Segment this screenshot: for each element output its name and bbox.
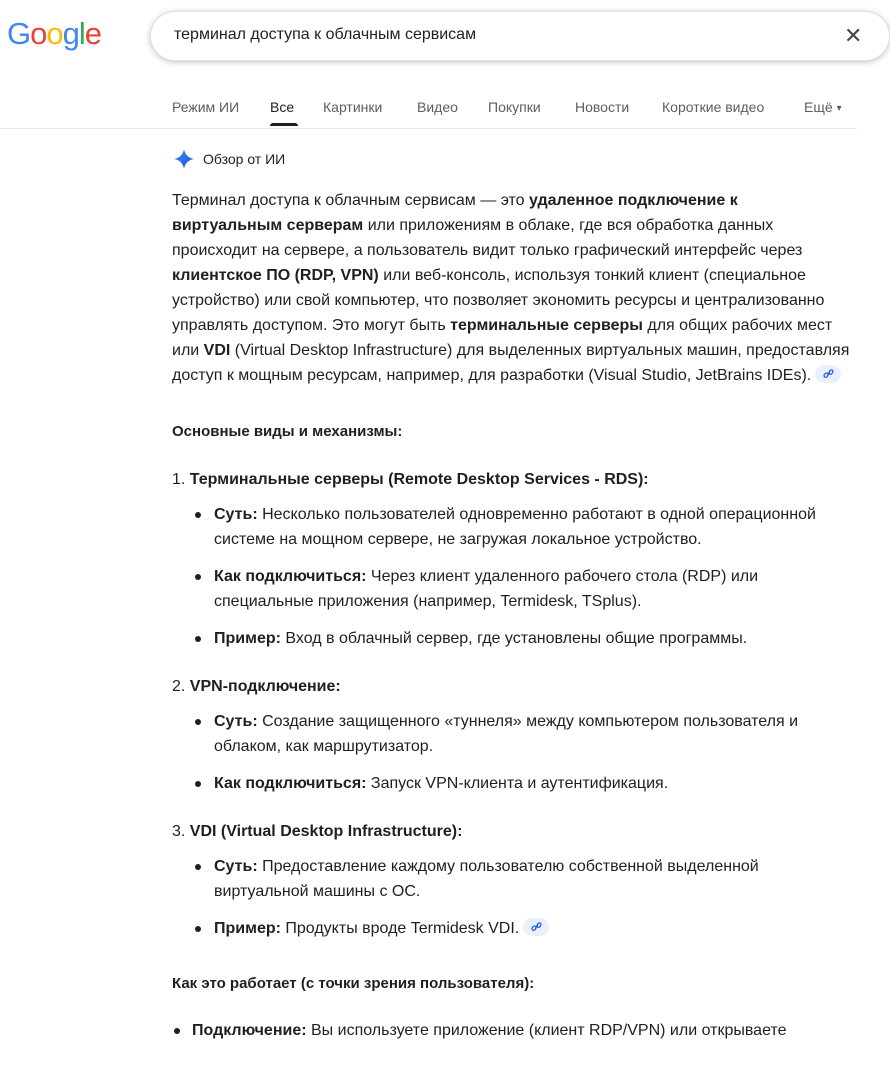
item-number: 3. (172, 823, 186, 840)
bullet-label: Подключение: (192, 1022, 307, 1039)
ai-overview-header (173, 148, 285, 170)
item-number: 1. (172, 471, 186, 488)
section-heading: Как это работает (с точки зрения пользователя): (172, 975, 535, 992)
bullet-list (172, 502, 852, 651)
tab-shopping[interactable]: Покупки (488, 99, 541, 115)
search-input[interactable]: терминал доступа к облачным сервисам (174, 26, 477, 43)
bullet-text: Несколько пользователей одновременно работают в одной операционной системе на мощном сервере, не загружая локальное устройство. (214, 506, 816, 548)
tab-more-label: Ещё (804, 99, 833, 115)
item-number: 2. (172, 678, 186, 695)
logo-letter: g (62, 16, 79, 51)
list-item (172, 502, 852, 552)
list-item (172, 854, 852, 904)
intro-text: Терминал доступа к облачным сервисам — это (172, 192, 529, 209)
intro-text: или приложениям в облаке, где вся обработка данных происходит на сервере, а пользователь видит только графический интерфейс через (172, 217, 803, 259)
tab-more[interactable] (804, 99, 842, 115)
bullet-text: Запуск VPN-клиента и аутентификация. (366, 775, 669, 792)
intro-bold: VDI (203, 342, 231, 359)
logo-letter: l (78, 16, 85, 51)
search-tabs (0, 86, 857, 129)
close-icon[interactable]: ✕ (844, 23, 863, 48)
bullet-label: Пример: (214, 630, 281, 647)
tab-news[interactable]: Новости (575, 99, 630, 115)
bullet-label: Суть: (214, 713, 258, 730)
chevron-down-icon: ▾ (836, 103, 842, 114)
bullet-list (172, 854, 852, 941)
ai-overview-title: Обзор от ИИ (203, 151, 286, 167)
intro-bold: удаленное подключение к виртуальным серверам (172, 192, 738, 234)
list-item (172, 819, 852, 844)
search-box[interactable] (150, 11, 890, 61)
bullet-text: Продукты вроде Termidesk VDI. (280, 920, 520, 937)
tab-short-videos[interactable]: Короткие видео (662, 99, 765, 115)
list-item (172, 709, 852, 759)
list-item (172, 467, 852, 492)
intro-paragraph (172, 188, 852, 388)
bullet-text: Вход в облачный сервер, где установлены общие программы. (280, 630, 748, 647)
bullet-label: Пример: (214, 920, 281, 937)
logo-letter: o (30, 16, 47, 51)
item-title: Терминальные серверы (Remote Desktop Services - RDS): (189, 471, 649, 488)
intro-bold: терминальные серверы (450, 317, 643, 334)
bullet-text: Предоставление каждому пользователю собственной выделенной виртуальной машины с ОС. (214, 858, 759, 900)
bullet-text: Вы используете приложение (клиент RDP/VPN) или открываете (306, 1022, 787, 1039)
bullet-list (172, 709, 852, 796)
logo-letter: G (7, 16, 31, 51)
intro-text: или веб-консоль, используя тонкий клиент (специальное устройство) или свой компьютер, что позволяет экономить ресурсы и централизованно управлять доступом. Это могут быть (172, 267, 825, 334)
list-item (172, 626, 852, 651)
bullet-text: Создание защищенного «туннеля» между компьютером пользователя и облаком, как маршрутизатор. (214, 713, 799, 755)
logo-letter: o (46, 16, 63, 51)
bullet-text: Через клиент удаленного рабочего стола (RDP) или специальные приложения (например, Termidesk, TSplus). (214, 568, 759, 610)
tab-videos[interactable]: Видео (417, 99, 458, 115)
logo-letter: e (84, 16, 102, 51)
list-item (172, 674, 852, 699)
google-logo[interactable] (7, 16, 101, 52)
list-item (172, 771, 852, 796)
bullet-label: Суть: (214, 506, 258, 523)
tab-all[interactable]: Все (270, 99, 295, 115)
item-title: VDI (Virtual Desktop Infrastructure): (189, 823, 463, 840)
source-link-icon[interactable] (815, 365, 841, 383)
intro-text: (Virtual Desktop Infrastructure) для выделенных виртуальных машин, предоставляя доступ к мощным ресурсам, например, для разработки (Visual Studio, JetBrains IDEs). (172, 342, 850, 384)
list-item (172, 564, 852, 614)
tab-ai-mode[interactable]: Режим ИИ (172, 99, 240, 115)
bullet-label: Как подключиться: (214, 775, 367, 792)
ai-overview-content (172, 188, 852, 1043)
intro-text: для общих рабочих мест или (172, 317, 833, 359)
bullet-label: Суть: (214, 858, 258, 875)
active-tab-indicator (270, 123, 298, 126)
bullet-label: Как подключиться: (214, 568, 367, 585)
intro-bold: клиентское ПО (RDP, VPN) (172, 267, 379, 284)
source-link-icon[interactable] (523, 918, 549, 936)
item-title: VPN-подключение: (189, 678, 341, 695)
list-item (172, 916, 852, 941)
tab-images[interactable]: Картинки (323, 99, 383, 115)
list-item (172, 1018, 852, 1043)
gemini-sparkle-icon (173, 148, 195, 170)
section-heading: Основные виды и механизмы: (172, 423, 403, 440)
